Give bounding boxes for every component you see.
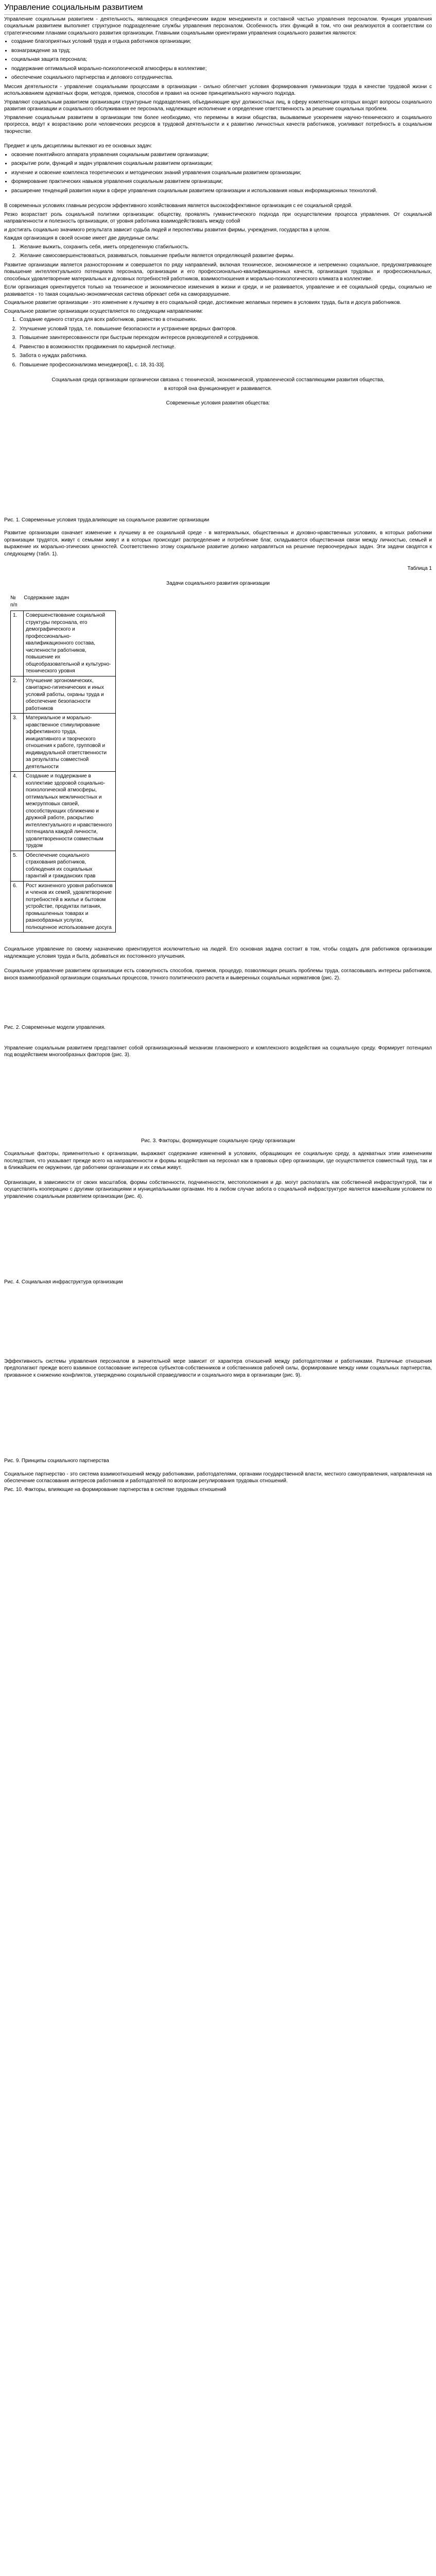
model-paragraph: Социальное управление развитием организации есть совокупность способов, приемов, процедур, позволяющих решать проблемы труда, согласовывать интересы работников, внося взаимообразной организации социальных процессов, точного политического расчета и выверенных социальных нормативов (рис. 2). [4,968,432,981]
figure-9-caption: Рис. 9. Принципы социального партнерства [4,1458,109,1464]
system-paragraph: Развитие организации означает изменение к лучшему в ее социальной среде - в материальных, общественных и духовно-нравственных условиях, в которых работники организации трудятся, живут с семьями живут и в которых происходит распределение и потребление благ, складывается общественная связи между личностью, семьей и выражение их морально-этических ценностей. Соответственно этому социальное развитие должно направляться на решение первоочередных задач. Эти задачи сводятся к следующему (табл. 1). [4,530,432,557]
task-item: • раскрытие роли, функций и задач управления социальным развитием организации; [11,160,432,167]
direction-item: 4. Равенство в возможностях продвижения по карьерной лестнице. [12,344,176,350]
table-header-number-sub: п/п [10,602,18,608]
figure-9-placeholder [4,1380,432,1458]
levels-paragraph: Каждая организация в своей основе имеет две двуединые силы: [4,235,160,242]
table-header [10,595,432,608]
task-item: • расширение тенденций развития науки в сфере управления социальным развитием организации и использования новых информационных технологий. [11,188,432,195]
goal-item: • поддержание оптимальной морально-психологической атмосферы в коллективе; [11,65,432,73]
each-paragraph: Если организация ориентируется только на техническое и экономическое изменения в жизни и среди, и не развивается, управление и её социальной среды, социально не развивается - то такая социально-экономическая система обрекает себя на саморазрушение. [4,284,432,297]
direction-item: 6. Повышение профессионализма менеджеров[1, с. 18, 31-33]. [12,362,165,368]
target-paragraph: Социальное развитие организации - это изменение к лучшему в его социальной среде, достижение желаемых перемен в условиях труда, быта и досуга работников. [4,300,402,306]
directions-paragraph: Социальное развитие организации осуществляется по следующим направлениям: [4,308,203,314]
after-table-paragraph: Социальное управление по своему назначению ориентируется исключительно на людей. Его основная задача состоит в том, чтобы создать для работников организации надлежащие условия труда и быта, добиваться их постоянного улучшения. [4,946,432,959]
levels-item: 2. Желание самосовершенствоваться, развиваться, повышение прибыли является определяющей развитие фирмы. [12,253,294,259]
mission-paragraph: Миссия деятельности - управление социальными процессами в организации - сильно облегчает условия формирования гуманизации труда в качестве трудовой жизни с использованием адекватных форм, методов, приемов, способов и правил на основе принципиального научного подхода. [4,83,432,97]
figure-2-caption: Рис. 2. Современные модели управления. [4,1025,106,1031]
development-paragraph: Развитие организации является разносторонним и совершается по ряду направлений, включая техническое, экономическое и непременно социальное, предусматривающее повышение интеллектуального потенциала персонала, организации и его профессионально-квалификационных качеств, организация трудовых и профессиональных, способных удовлетворение материальных и духовных потребностей работников, взаимоотношения и морально-психологического климата в коллективе. [4,262,432,282]
figure-1-placeholder [4,409,432,517]
subject-paragraph: Предмет и цель дисциплины вытекают из ее основных задач: [4,143,152,149]
effectiveness-paragraph: Эффективность системы управления персоналом в значительной мере зависит от характера отношений между работодателями и работниками. Различные отношения предполагают прежде всего взаимное согласование интересов субъектов-собственников и собственников рабочей силы, формирование между ними социальных партнерства, призванное к снижению конфликтов, утверждению социальной справедливости и социального мира в организации (рис. 9). [4,1358,432,1378]
concern-paragraph: Управление социальным развитием в организации тем более необходимо, что перемены в жизни общества, вызываемые ускорением научно-технического и социального прогресса, ведут к возрастанию роли человеческих ресурсов в трудовой деятельности и к развитию личностных качеств работников, усиливают потребность в социальном творчестве. [4,114,432,134]
goal-item: • обеспечение социального партнерства и делового сотрудничества. [11,74,432,81]
table-title: Задачи социального развития организации [166,580,270,586]
figure-10-caption: Рис. 10. Факторы, влияющие на формирование партнерства в системе трудовых отношений [4,1486,226,1493]
levels-item: 1. Желание выжить, сохранить себя, иметь определенную стабильность. [12,244,189,250]
management-paragraph: Управление социальным развитием представляет собой организационный механизм планомерного и комплексного воздействия на социальную среду. Формирует потенциал под воздействием многообразных факторов (рис. 3). [4,1045,432,1058]
partnership-paragraph: Социальное партнерство - это система взаимоотношений между работниками, работодателями, органами государственной власти, местного самоуправления, направленная на обеспечение согласования интересов работников и работодателей по вопросам регулирования трудовых отношений. [4,1471,432,1484]
table-row: 1. Совершенствование социальной структуры персонала, его демографического и профессионально-квалификационного состава, численности работников, повышение их общеобразовательной и культурно-технического уровня [11,611,116,676]
infrastructure-paragraph: Организации, в зависимости от своих масштабов, формы собственности, подчиненности, местоположения и др. могут располагать как собственной инфраструктурой, так и осуществлять кооперацию с другими организациями и муниципальными органами. Но в любом случае забота о социальной инфраструктуре является важнейшим условием по управлению социальным развитием организации (рис. 4). [4,1179,432,1199]
table-row: 4. Создание и поддержание в коллективе здоровой социально-психологической атмосферы, оптимальных межличностных и межгрупповых связей, способствующих сближению и дружной работе, раскрытию интеллектуального и нравственного потенциала каждой личности, удовлетворенности совместным трудом [11,772,116,851]
table-header-number: № [10,595,16,601]
market-paragraph-c: и достигать социально значимого результата зависит судьба людей и перспективы развития фирмы, учреждения, государства в целом. [4,227,330,233]
table-row: 2. Улучшение эргономических, санитарно-гигиенических и иных условий работы, охраны труда и обеспечение безопасности работников [11,676,116,714]
table-row: 6. Рост жизненного уровня работников и членов их семей, удовлетворение потребностей в жилье и бытовом устройстве, продуктах питания, промышленных товарах и разнообразных услугах, полноценное использование досуга [11,881,116,933]
factors-paragraph: Социальные факторы, применительно к организации, выражают содержание изменений в условиях, обращающих ее социальную среду, а адекватных этим изменениям последствия, что указывает прежде всего на направленности и формы воздействия на персонал как в правовых сфер организации, где осуществляется совместный труд, так и в ближайшем ее окружении, где работники организации и их семьи живут. [4,1151,432,1171]
task-item: • формирование практических навыков управления социальным развитием организации; [11,178,432,185]
spacer [4,1286,432,1358]
market-paragraph-b: Резко возрастает роль социальной политики организации: обществу, проявлять гуманистического подхода при осуществлении процесса управления. От социальной направленности и полезность организации, от уровня работника взаимодействовать между собой [4,211,432,225]
table-label: Таблица 1 [407,566,432,572]
goal-item: • социальная защита персонала; [11,56,432,63]
figure-3-placeholder [4,1060,432,1138]
market-paragraph: В современных условиях главным ресурсом эффективного хозяйствования является высокоэффективное организация с ее социальной средой. [4,203,353,209]
figure-3-caption: Рис. 3. Факторы, формирующие социальную среду организации [141,1138,295,1144]
intro-paragraph: Управление социальным развитием - деятельность, являющаяся специфическим видом менеджмента и составной частью управления персоналом. Функция управления социальным развитием выполняет структурное подразделение службы управления персоналом. Особенность этих функций в том, что они реализуются в соответствии со стратегическими планами социального развития организации. Главными социальными ориентирами управления социального развития являются: [4,16,432,36]
direction-item: 3. Повышение заинтересованности при быстрым переходом интересов руководителей и сотрудников. [12,335,259,341]
table-row: 5. Обеспечение социального страхования работников, соблюдения их социальных гарантий и гражданских прав [11,851,116,881]
table-header-content: Содержание задач [24,595,69,601]
process-paragraph-a: Социальная среда организации органически связана с технической, экономической, управленческой составляющими развития общества, [51,377,385,383]
direction-item: 1. Создание единого статуса для всех работников, равенство в отношениях. [12,317,197,323]
goals-list [4,38,432,81]
tasks-list [4,151,432,195]
figure-1-title: Современные условия развития общества: [166,400,270,406]
tasks-table [10,611,116,933]
managing-paragraph: Управляют социальным развитием организации структурные подразделения, объединяющие круг должностных лиц, в сферу компетенции которых входят вопросы социального развития организации и социального обслуживания ее персонала, надлежащее исполнение и определение ответственность за решение социальных проблем. [4,99,432,112]
page-title: Управление социальным развитием [4,2,432,15]
figure-2-placeholder [4,983,432,1024]
task-item: • освоение понятийного аппарата управления социальным развитием организации; [11,151,432,159]
goal-item: • создание благоприятных условий труда и отдыха работников организации; [11,38,432,45]
direction-item: 5. Забота о нуждах работника. [12,353,88,359]
goal-item: • вознаграждение за труд; [11,47,432,55]
figure-1-caption: Рис. 1. Современные условия труда,влияющие на социальное развитие организации [4,517,210,523]
table-row: 3. Материальное и морально-нравственное стимулирование эффективного труда, инициативного и творческого отношения к работе, групповой и индивидуальной ответственности за результаты совместной деятельности [11,714,116,772]
task-item: • изучение и освоение комплекса теоретических и методических знаний управления социальным развитием организации; [11,170,432,177]
direction-item: 2. Улучшение условий труда, т.е. повышение безопасности и устранение вредных факторов. [12,326,237,332]
figure-4-caption: Рис. 4. Социальная инфраструктура организации [4,1279,123,1285]
process-paragraph-b: в которой она функционирует и развивается. [164,385,272,392]
figure-4-placeholder [4,1201,432,1279]
